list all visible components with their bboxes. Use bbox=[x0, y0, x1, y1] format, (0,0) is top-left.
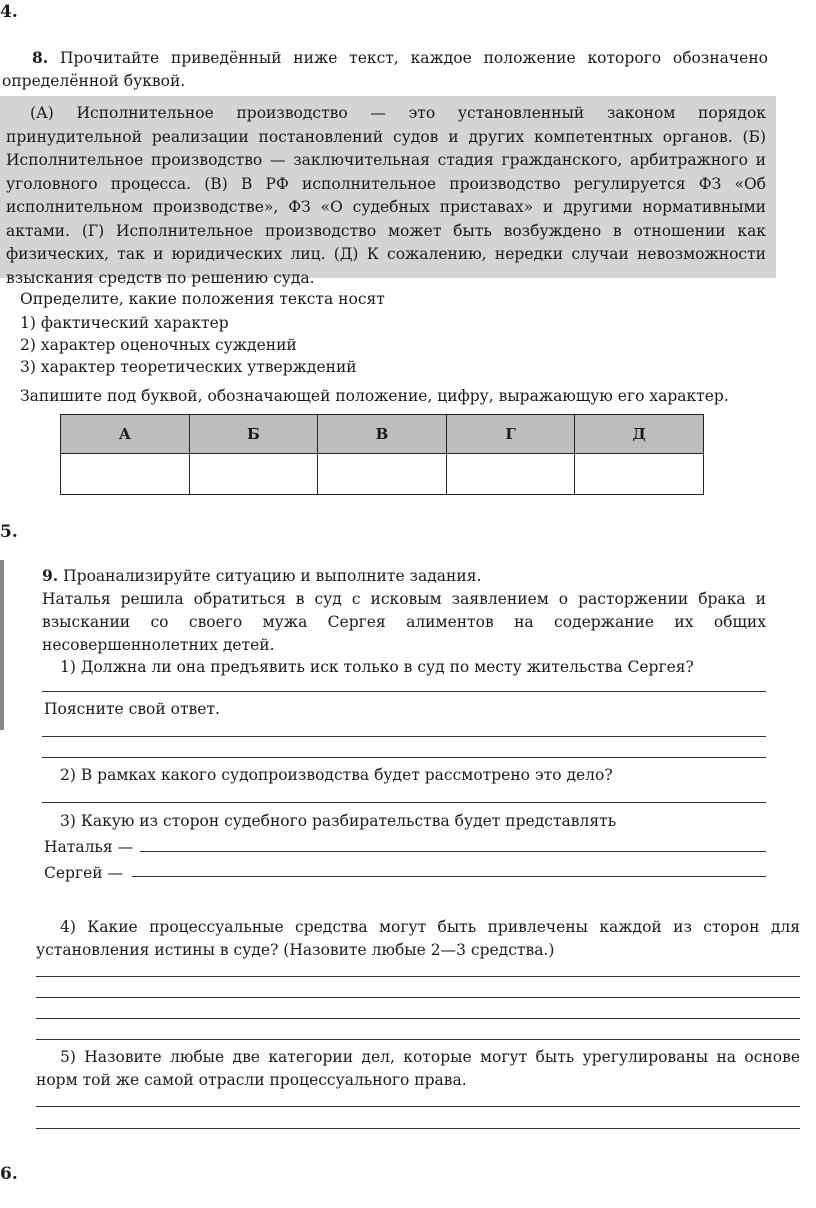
section-marker-4: 4. bbox=[0, 2, 18, 22]
answer-header-b: Б bbox=[189, 415, 318, 454]
task9-heading: Проанализируйте ситуацию и выполните задания. bbox=[63, 567, 482, 585]
task9-explain: Поясните свой ответ. bbox=[44, 700, 220, 718]
answer-line-q4-4[interactable] bbox=[36, 1039, 800, 1040]
answer-line-q4-2[interactable] bbox=[36, 997, 800, 998]
answer-table-input-row bbox=[61, 454, 704, 495]
answer-line-q2[interactable] bbox=[42, 802, 766, 803]
task9-q5: 5) Назовите любые две категории дел, которые могут быть урегулированы на основе норм той же самой отрасли процессуального права. bbox=[36, 1048, 800, 1089]
task8-option-2: 2) характер оценочных суждений bbox=[20, 336, 297, 354]
answer-line-q4-3[interactable] bbox=[36, 1018, 800, 1019]
task9-q4-block bbox=[36, 916, 800, 962]
task9-q3: 3) Какую из сторон судебного разбирательства будет представлять bbox=[60, 812, 617, 830]
answer-line-sergey[interactable] bbox=[132, 876, 766, 877]
section-marker-5: 5. bbox=[0, 522, 18, 542]
task9-q2: 2) В рамках какого судопроизводства будет рассмотрено это дело? bbox=[60, 766, 613, 784]
answer-line-q4-1[interactable] bbox=[36, 976, 800, 977]
left-margin-bar bbox=[0, 560, 4, 730]
answer-header-a: А bbox=[61, 415, 190, 454]
answer-header-g: Г bbox=[446, 415, 575, 454]
task8-instruction: Прочитайте приведённый ниже текст, каждое положение которого обозначено определённой буквой. bbox=[2, 49, 768, 90]
task8-question: Определите, какие положения текста носят bbox=[20, 290, 385, 308]
answer-header-d: Д bbox=[575, 415, 704, 454]
task9-heading-block bbox=[42, 564, 481, 588]
answer-cell-a[interactable] bbox=[61, 454, 190, 495]
task9-q5-block bbox=[36, 1046, 800, 1092]
task8-number: 8. bbox=[32, 48, 49, 67]
answer-line-q5-2[interactable] bbox=[36, 1128, 800, 1129]
answer-line-explain-2[interactable] bbox=[42, 757, 766, 758]
task8-write-instruction: Запишите под буквой, обозначающей положение, цифру, выражающую его характер. bbox=[20, 387, 729, 405]
answer-table-header-row bbox=[61, 415, 704, 454]
answer-line-q5-1[interactable] bbox=[36, 1106, 800, 1107]
task8-text-box bbox=[0, 96, 776, 287]
task8-option-1: 1) фактический характер bbox=[20, 314, 229, 332]
task9-situation: Наталья решила обратиться в суд с исковым заявлением о расторжении брака и взыскании со своего мужа Сергея алиментов на содержание их общих несовершеннолетних детей. bbox=[42, 590, 766, 654]
answer-line-natalya[interactable] bbox=[140, 851, 766, 852]
answer-cell-g[interactable] bbox=[446, 454, 575, 495]
answer-table bbox=[60, 414, 704, 495]
task9-number: 9. bbox=[42, 566, 59, 585]
task8-text-content: (А) Исполнительное производство — это установленный законом порядок принудительной реализации постановлений судов и других компетентных органов. (Б) Исполнительное производство — заключительная стадия гражданского, арбитражного и уголовного процесса. (В) В РФ исполнительное производство регулируется ФЗ «Об исполнительном производстве», ФЗ «О судебных приставах» и другими нормативными актами. (Г) Исполнительное производство может быть возбуждено в отношении как физических, так и юридических лиц. (Д) К сожалению, нередки случаи невозможности взыскания средств по решению суда. bbox=[6, 104, 766, 287]
natalya-label: Наталья — bbox=[44, 838, 134, 856]
answer-line-explain-1[interactable] bbox=[42, 736, 766, 737]
section-marker-6: 6. bbox=[0, 1164, 18, 1184]
answer-header-v: В bbox=[318, 415, 447, 454]
task8-option-3: 3) характер теоретических утверждений bbox=[20, 358, 357, 376]
task8-instruction-block bbox=[2, 46, 768, 93]
answer-line-q1[interactable] bbox=[42, 691, 766, 692]
task9-q4: 4) Какие процессуальные средства могут быть привлечены каждой из сторон для установления истины в суде? (Назовите любые 2—3 средства.) bbox=[36, 918, 800, 959]
answer-cell-v[interactable] bbox=[318, 454, 447, 495]
answer-cell-b[interactable] bbox=[189, 454, 318, 495]
task8-text bbox=[6, 102, 766, 290]
sergey-label: Сергей — bbox=[44, 864, 124, 882]
answer-cell-d[interactable] bbox=[575, 454, 704, 495]
task9-q1: 1) Должна ли она предъявить иск только в суд по месту жительства Сергея? bbox=[60, 658, 694, 676]
